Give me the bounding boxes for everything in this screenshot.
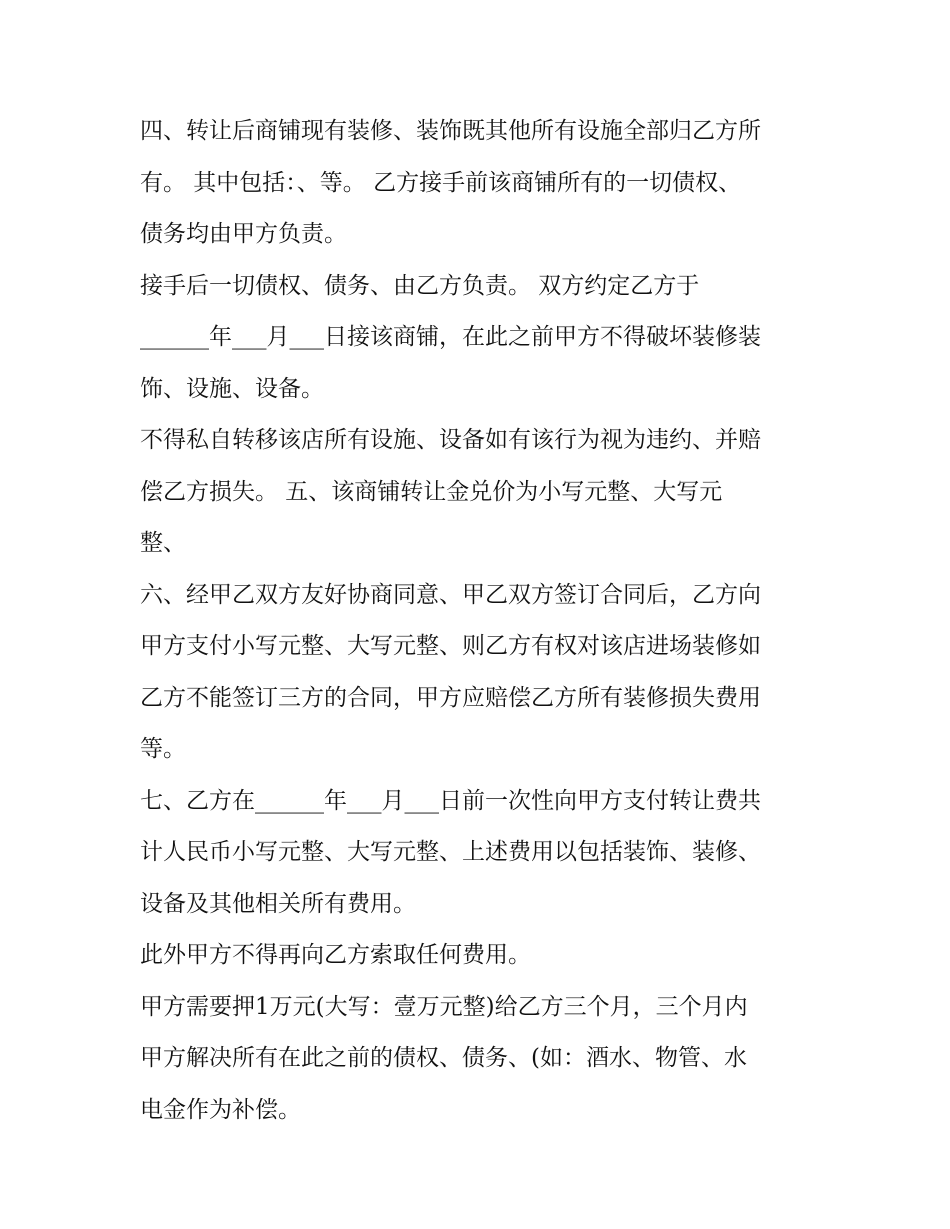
text-line: 有。 其中包括：、等。 乙方接手前该商铺所有的一切债权、 bbox=[140, 169, 742, 196]
text-line: 接手后一切债权、债务、由乙方负责。 双方约定乙方于 bbox=[140, 272, 700, 299]
text-line: 电金作为补偿。 bbox=[140, 1096, 301, 1123]
text-line: 计人民币小写元整、大写元整、上述费用以包括装饰、装修、 bbox=[140, 839, 761, 865]
text-line: 乙方不能签订三方的合同，甲方应赔偿乙方所有装修损失费用 bbox=[140, 684, 761, 711]
text-line: 偿乙方损失。 五、该商铺转让金兑价为小写元整、大写元 bbox=[140, 478, 723, 505]
text-line: 设备及其他相关所有费用。 bbox=[140, 890, 416, 917]
text-line: 整、 bbox=[140, 530, 186, 556]
text-line: 饰、设施、设备。 bbox=[140, 375, 324, 402]
document-body bbox=[140, 106, 820, 1136]
text-line: 七、乙方在______年___月___日前一次性向甲方支付转让费共 bbox=[140, 787, 761, 814]
text-line: 债务均由甲方负责。 bbox=[140, 221, 347, 247]
text-line: 四、转让后商铺现有装修、装饰既其他所有设施全部归乙方所 bbox=[140, 118, 761, 144]
text-line: 不得私自转移该店所有设施、设备如有该行为视为违约、并赔 bbox=[140, 427, 761, 453]
text-line: ______年___月___日接该商铺，在此之前甲方不得破坏装修装 bbox=[140, 324, 761, 350]
text-line: 甲方解决所有在此之前的债权、债务、(如：酒水、物管、水 bbox=[140, 1045, 747, 1071]
text-line: 甲方需要押1万元(大写：壹万元整)给乙方三个月，三个月内 bbox=[140, 993, 748, 1020]
text-line: 六、经甲乙双方友好协商同意、甲乙双方签订合同后，乙方向 bbox=[140, 581, 761, 608]
text-line: 此外甲方不得再向乙方索取任何费用。 bbox=[140, 942, 531, 968]
text-line: 甲方支付小写元整、大写元整、则乙方有权对该店进场装修如 bbox=[140, 633, 761, 659]
text-line: 等。 bbox=[140, 736, 186, 762]
